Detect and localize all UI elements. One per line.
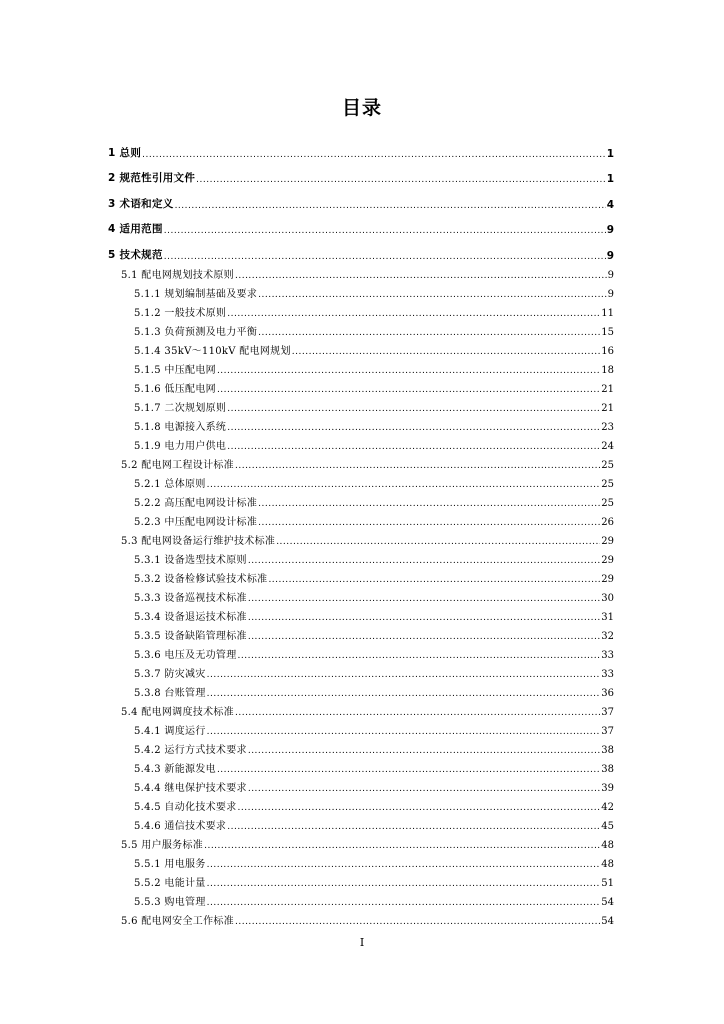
toc-entry-title: 5.1.9 电力用户供电 (134, 440, 227, 452)
toc-entry-page: 1 (606, 147, 614, 160)
toc-leader-dots (292, 347, 600, 357)
toc-leader-dots (235, 271, 607, 281)
toc-entry-title: 5.1.8 电源接入系统 (134, 421, 227, 433)
toc-entry-page: 21 (601, 402, 614, 414)
toc-entry[interactable] (108, 262, 614, 281)
toc-leader-dots (164, 251, 606, 262)
toc-entry[interactable] (108, 794, 614, 813)
toc-leader-dots (227, 822, 600, 832)
toc-entry-page: 18 (601, 364, 614, 376)
toc-leader-dots (227, 404, 600, 414)
toc-entry[interactable] (108, 414, 614, 433)
toc-entry-page: 11 (601, 307, 614, 319)
toc-entry-title: 5.3.2 设备检修试验技术标准 (134, 573, 268, 585)
toc-entry[interactable] (108, 160, 614, 186)
toc-entry-page: 38 (601, 744, 614, 756)
toc-leader-dots (227, 442, 600, 452)
toc-entry-page: 30 (601, 592, 614, 604)
toc-entry-page: 36 (601, 687, 614, 699)
toc-entry-title: 5.1.1 规划编制基础及要求 (134, 288, 258, 300)
toc-leader-dots (175, 200, 606, 211)
toc-entry[interactable] (108, 509, 614, 528)
toc-entry[interactable] (108, 889, 614, 908)
toc-leader-dots (276, 537, 600, 547)
toc-entry-title: 2 规范性引用文件 (108, 172, 196, 185)
toc-entry-page: 15 (601, 326, 614, 338)
toc-entry-title: 5.3.5 设备缺陷管理标准 (134, 630, 247, 642)
toc-leader-dots (207, 879, 601, 889)
toc-entry[interactable] (108, 338, 614, 357)
toc-leader-dots (217, 366, 600, 376)
toc-entry-title: 5.3.7 防灾减灾 (134, 668, 206, 680)
toc-entry[interactable] (108, 680, 614, 699)
toc-entry[interactable] (108, 281, 614, 300)
toc-entry-title: 5.6 配电网安全工作标准 (121, 915, 234, 927)
toc-entry[interactable] (108, 699, 614, 718)
toc-entry-page: 9 (606, 224, 614, 237)
toc-entry-page: 25 (601, 459, 614, 471)
toc-entry[interactable] (108, 870, 614, 889)
toc-entry-page: 54 (601, 896, 614, 908)
toc-entry-title: 5.1.7 二次规划原则 (134, 402, 227, 414)
toc-entry-title: 5.1 配电网规划技术原则 (121, 269, 234, 281)
toc-entry-title: 5.3.8 台账管理 (134, 687, 206, 699)
toc-entry[interactable] (108, 661, 614, 680)
toc-entry[interactable] (108, 813, 614, 832)
toc-leader-dots (268, 575, 600, 585)
toc-entry[interactable] (108, 490, 614, 509)
toc-entry[interactable] (108, 623, 614, 642)
toc-entry-page: 26 (601, 516, 614, 528)
toc-entry-title: 5.2 配电网工程设计标准 (121, 459, 234, 471)
toc-leader-dots (207, 689, 601, 699)
toc-leader-dots (248, 594, 600, 604)
toc-entry[interactable] (108, 718, 614, 737)
toc-entry-title: 1 总则 (108, 146, 142, 159)
toc-entry-title: 5.4.1 调度运行 (134, 725, 206, 737)
toc-entry[interactable] (108, 775, 614, 794)
toc-leader-dots (204, 841, 600, 851)
toc-entry-page: 48 (601, 839, 614, 851)
toc-entry[interactable] (108, 756, 614, 775)
toc-entry-title: 5.5.2 电能计量 (134, 877, 206, 889)
toc-entry-page: 9 (606, 249, 614, 262)
toc-entry-title: 5.1.3 负荷预测及电力平衡 (134, 326, 258, 338)
toc-entry[interactable] (108, 211, 614, 237)
toc-entry-title: 5.2.1 总体原则 (134, 478, 206, 490)
toc-entry-title: 5.4.3 新能源发电 (134, 763, 216, 775)
toc-entry-title: 3 术语和定义 (108, 197, 174, 210)
toc-entry-page: 16 (601, 345, 614, 357)
toc-entry-page: 39 (601, 782, 614, 794)
toc-entry-title: 5.4 配电网调度技术标准 (121, 706, 234, 718)
toc-leader-dots (258, 328, 600, 338)
toc-title: 目录 (341, 97, 382, 119)
toc-entry-page: 1 (606, 173, 614, 186)
toc-entry-page: 29 (601, 554, 614, 566)
toc-entry-title: 5.3.6 电压及无功管理 (134, 649, 237, 661)
toc-leader-dots (207, 727, 601, 737)
toc-entry-page: 29 (601, 535, 614, 547)
toc-entry-title: 5.4.6 通信技术要求 (134, 820, 227, 832)
toc-leader-dots (227, 423, 600, 433)
toc-entry-page: 31 (601, 611, 614, 623)
toc-entry-page: 25 (601, 478, 614, 490)
toc-entry[interactable] (108, 908, 614, 927)
toc-entry[interactable] (108, 395, 614, 414)
toc-entry-page: 54 (601, 915, 614, 927)
toc-entry-page: 24 (601, 440, 614, 452)
toc-entry-title: 5.2.3 中压配电网设计标准 (134, 516, 258, 528)
toc-leader-dots (258, 518, 600, 528)
toc-entry-page: 29 (601, 573, 614, 585)
toc-entry[interactable] (108, 236, 614, 262)
toc-entry[interactable] (108, 300, 614, 319)
toc-entry-page: 33 (601, 649, 614, 661)
toc-entry-page: 51 (601, 877, 614, 889)
toc-entry-title: 5.5.1 用电服务 (134, 858, 206, 870)
toc-entry-page: 23 (601, 421, 614, 433)
toc-entry[interactable] (108, 528, 614, 547)
toc-entry[interactable] (108, 357, 614, 376)
toc-entry[interactable] (108, 585, 614, 604)
toc-leader-dots (207, 898, 601, 908)
table-of-contents (108, 134, 614, 927)
toc-leader-dots (235, 461, 600, 471)
toc-entry-title: 5.1.6 低压配电网 (134, 383, 216, 395)
toc-leader-dots (258, 290, 607, 300)
toc-entry-page: 45 (601, 820, 614, 832)
toc-entry[interactable] (108, 642, 614, 661)
toc-entry[interactable] (108, 604, 614, 623)
toc-entry-page: 25 (601, 497, 614, 509)
toc-leader-dots (258, 499, 600, 509)
toc-leader-dots (207, 480, 601, 490)
toc-entry-page: 37 (601, 725, 614, 737)
toc-entry-title: 4 适用范围 (108, 223, 163, 236)
toc-entry-title: 5.1.5 中压配电网 (134, 364, 216, 376)
toc-entry-title: 5 技术规范 (108, 248, 163, 261)
toc-entry-page: 37 (601, 706, 614, 718)
toc-entry-page: 21 (601, 383, 614, 395)
toc-entry-title: 5.4.5 自动化技术要求 (134, 801, 237, 813)
toc-leader-dots (207, 860, 601, 870)
toc-entry-title: 5.1.2 一般技术原则 (134, 307, 227, 319)
toc-leader-dots (227, 309, 600, 319)
toc-entry-page: 42 (601, 801, 614, 813)
toc-entry-title: 5.3 配电网设备运行维护技术标准 (121, 535, 276, 547)
toc-leader-dots (164, 226, 606, 237)
toc-entry[interactable] (108, 737, 614, 756)
toc-entry-title: 5.2.2 高压配电网设计标准 (134, 497, 258, 509)
toc-entry[interactable] (108, 547, 614, 566)
toc-leader-dots (248, 746, 600, 756)
toc-entry[interactable] (108, 566, 614, 585)
toc-entry[interactable] (108, 832, 614, 851)
toc-entry-title: 5.3.4 设备退运技术标准 (134, 611, 247, 623)
toc-leader-dots (142, 149, 606, 160)
toc-leader-dots (235, 917, 600, 927)
toc-entry-page: 48 (601, 858, 614, 870)
toc-entry[interactable] (108, 433, 614, 452)
toc-leader-dots (238, 803, 601, 813)
toc-entry-page: 4 (606, 198, 614, 211)
toc-leader-dots (248, 784, 600, 794)
toc-entry-title: 5.1.4 35kV～110kV 配电网规划 (134, 345, 291, 357)
toc-entry-page: 9 (607, 288, 614, 300)
toc-entry-page: 38 (601, 763, 614, 775)
toc-entry-title: 5.4.4 继电保护技术要求 (134, 782, 247, 794)
toc-entry-title: 5.3.3 设备巡视技术标准 (134, 592, 247, 604)
toc-entry-page: 32 (601, 630, 614, 642)
toc-entry[interactable] (108, 851, 614, 870)
toc-entry-title: 5.5.3 购电管理 (134, 896, 206, 908)
toc-leader-dots (207, 670, 601, 680)
toc-entry[interactable] (108, 134, 614, 160)
toc-entry[interactable] (108, 376, 614, 395)
page-number: I (359, 936, 365, 949)
toc-entry[interactable] (108, 185, 614, 211)
toc-leader-dots (196, 175, 606, 186)
toc-entry-page: 9 (607, 269, 614, 281)
toc-leader-dots (248, 556, 600, 566)
toc-entry[interactable] (108, 319, 614, 338)
toc-entry-title: 5.5 用户服务标准 (121, 839, 204, 851)
toc-leader-dots (217, 385, 600, 395)
toc-leader-dots (217, 765, 600, 775)
toc-leader-dots (235, 708, 600, 718)
toc-entry[interactable] (108, 452, 614, 471)
toc-leader-dots (238, 651, 601, 661)
toc-entry-title: 5.3.1 设备选型技术原则 (134, 554, 247, 566)
toc-leader-dots (248, 613, 600, 623)
toc-entry-page: 33 (601, 668, 614, 680)
toc-leader-dots (248, 632, 600, 642)
toc-entry[interactable] (108, 471, 614, 490)
toc-entry-title: 5.4.2 运行方式技术要求 (134, 744, 247, 756)
